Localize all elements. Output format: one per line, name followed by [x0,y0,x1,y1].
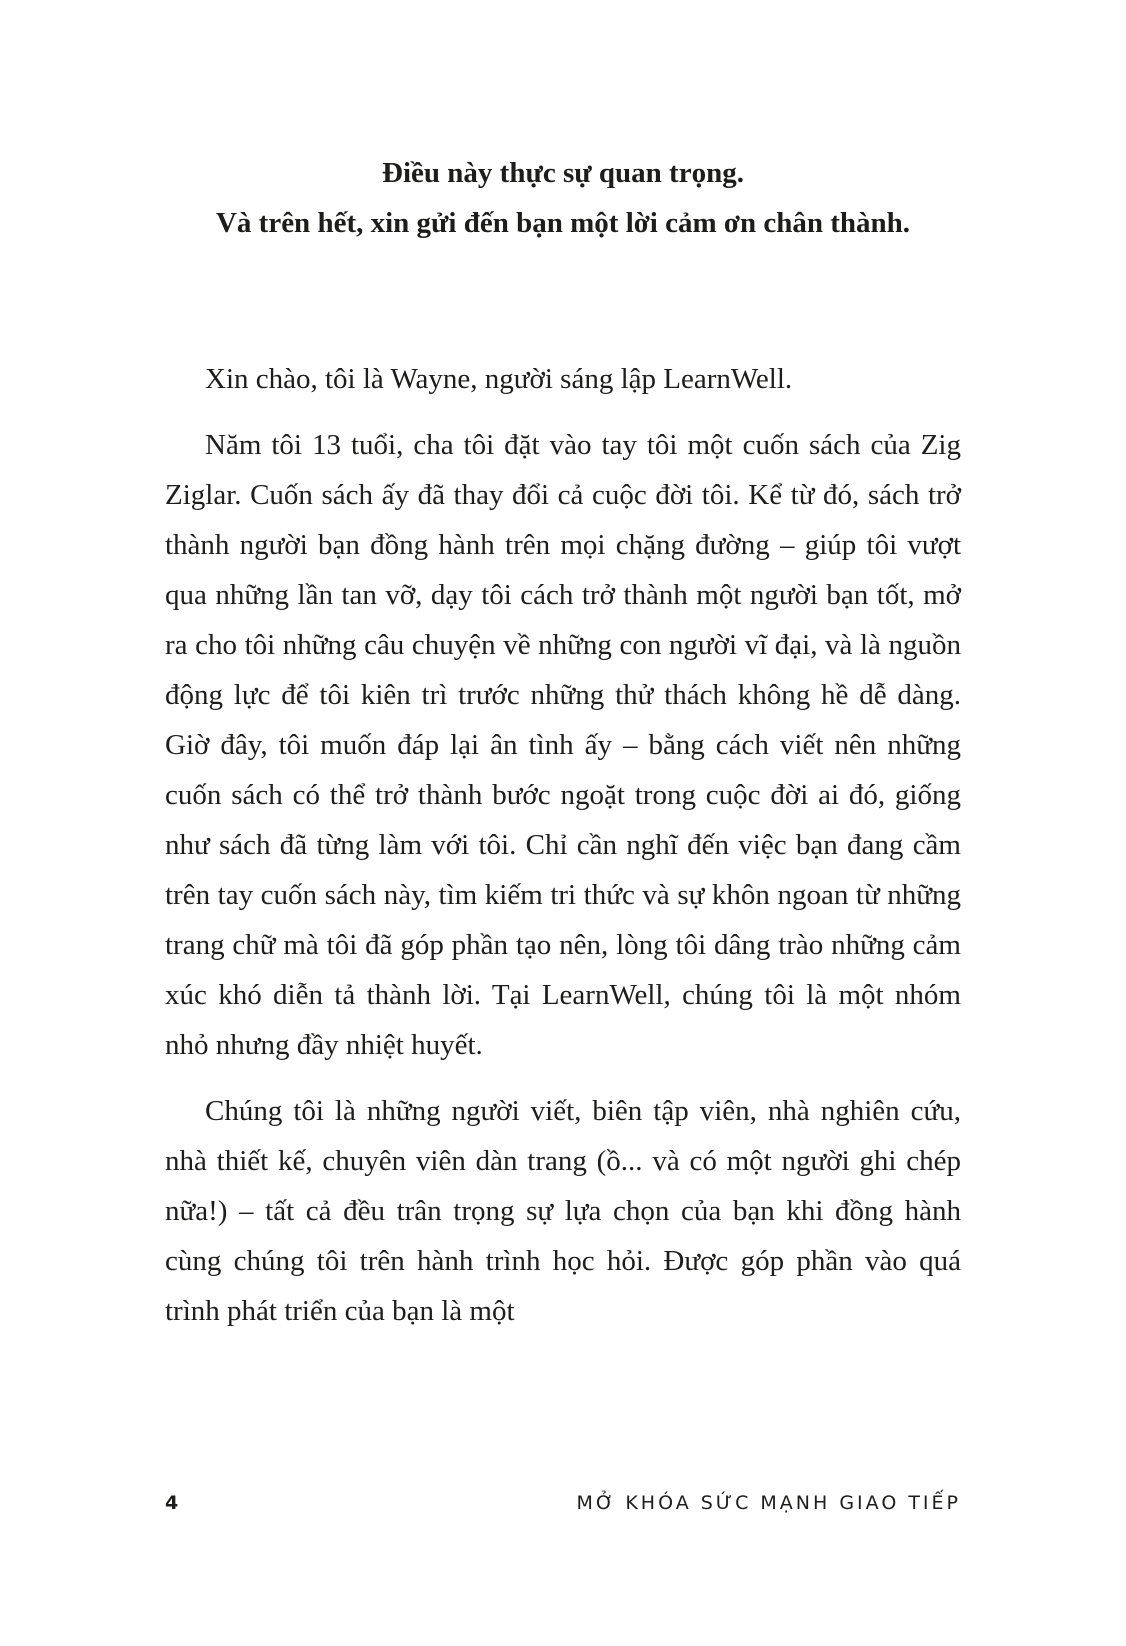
running-title: MỞ KHÓA SỨC MẠNH GIAO TIẾP [576,1492,961,1514]
paragraph-team: Chúng tôi là những người viết, biên tập viên, nhà nghiên cứu, nhà thiết kế, chuyên viên dàn trang (ồ... và có một người ghi chép nữa!) – tất cả đều trân trọng sự lựa chọn của bạn khi đồng hành cùng chúng tôi trên hành trình học hỏi. Được góp phần vào quá trình phát triển của bạn là một [165,1095,961,1327]
page-heading [0,148,1126,248]
body-text [165,354,961,1352]
paragraph-story: Năm tôi 13 tuổi, cha tôi đặt vào tay tôi một cuốn sách của Zig Ziglar. Cuốn sách ấy đã thay đổi cả cuộc đời tôi. Kể từ đó, sách trở thành người bạn đồng hành trên mọi chặng đường – giúp tôi vượt qua những lần tan vỡ, dạy tôi cách trở thành một người bạn tốt, mở ra cho tôi những câu chuyện về những con người vĩ đại, và là nguồn động lực để tôi kiên trì trước những thử thách không hề dễ dàng. Giờ đây, tôi muốn đáp lại ân tình ấy – bằng cách viết nên những cuốn sách có thể trở thành bước ngoặt trong cuộc đời ai đó, giống như sách đã từng làm với tôi. Chỉ cần nghĩ đến việc bạn đang cầm trên tay cuốn sách này, tìm kiếm tri thức và sự khôn ngoan từ những trang chữ mà tôi đã góp phần tạo nên, lòng tôi dâng trào những cảm xúc khó diễn tả thành lời. Tại LearnWell, chúng tôi là một nhóm nhỏ nhưng đầy nhiệt huyết. [165,429,961,1061]
paragraph-greeting: Xin chào, tôi là Wayne, người sáng lập LearnWell. [205,363,793,395]
page-footer [165,1488,961,1518]
heading-line-1: Điều này thực sự quan trọng. [382,157,744,189]
page-number: 4 [165,1492,179,1514]
heading-line-2: Và trên hết, xin gửi đến bạn một lời cảm ơn chân thành. [215,207,911,239]
